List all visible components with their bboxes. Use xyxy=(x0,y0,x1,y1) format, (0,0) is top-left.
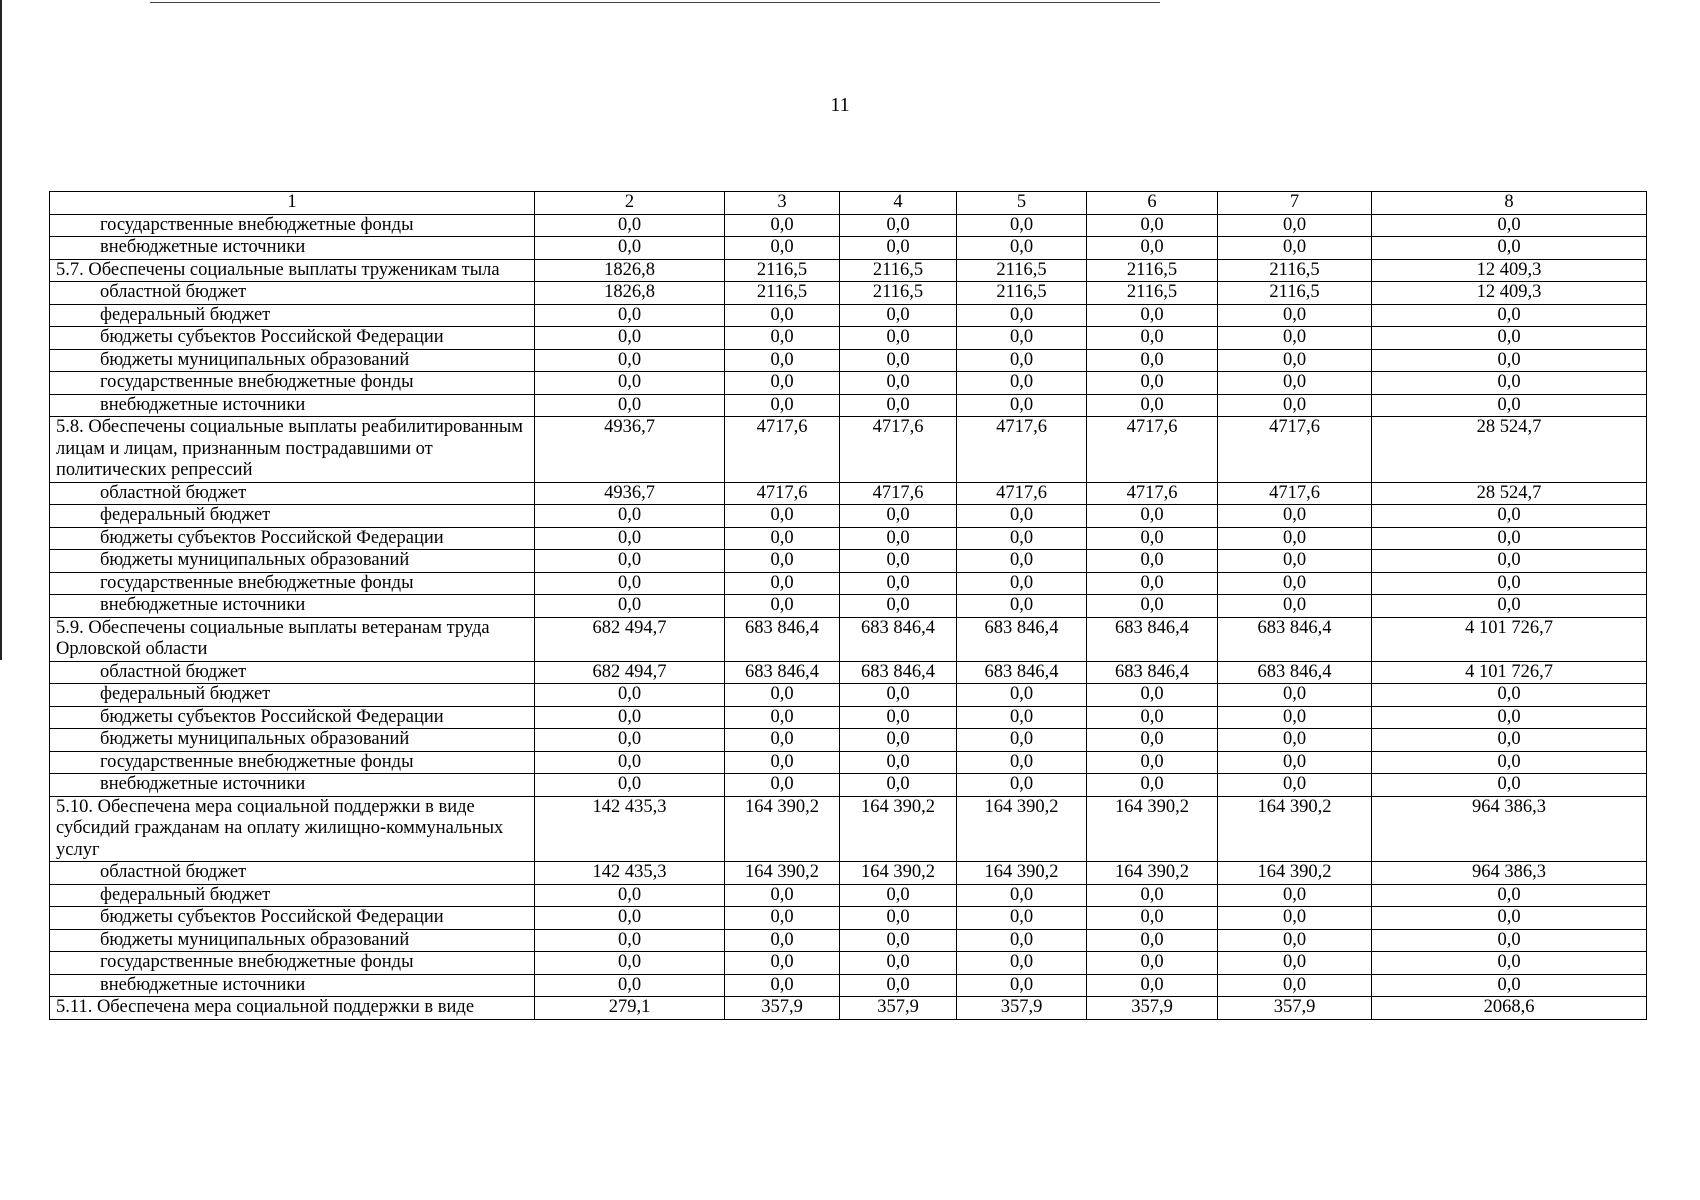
value-cell: 0,0 xyxy=(957,394,1087,417)
value-cell: 0,0 xyxy=(1218,974,1372,997)
table-row xyxy=(50,237,1647,260)
value-cell: 0,0 xyxy=(1372,706,1647,729)
value-cell: 0,0 xyxy=(1372,349,1647,372)
value-cell: 0,0 xyxy=(840,304,957,327)
value-cell: 0,0 xyxy=(1087,214,1218,237)
table-row xyxy=(50,349,1647,372)
value-cell: 0,0 xyxy=(1087,505,1218,528)
row-label: бюджеты субъектов Российской Федерации xyxy=(50,907,535,930)
value-cell: 0,0 xyxy=(535,372,725,395)
row-label: 5.8. Обеспечены социальные выплаты реабилитированным лицам и лицам, признанным пострадавшими от политических репрессий xyxy=(50,417,535,483)
value-cell: 964 386,3 xyxy=(1372,862,1647,885)
value-cell: 164 390,2 xyxy=(725,796,840,862)
value-cell: 0,0 xyxy=(725,729,840,752)
value-cell: 0,0 xyxy=(957,907,1087,930)
value-cell: 0,0 xyxy=(840,751,957,774)
table-row xyxy=(50,661,1647,684)
column-header: 3 xyxy=(725,192,840,215)
value-cell: 1826,8 xyxy=(535,259,725,282)
value-cell: 0,0 xyxy=(840,929,957,952)
value-cell: 0,0 xyxy=(957,706,1087,729)
row-label: внебюджетные источники xyxy=(50,974,535,997)
value-cell: 164 390,2 xyxy=(840,862,957,885)
table-body xyxy=(50,192,1647,1020)
value-cell: 0,0 xyxy=(535,751,725,774)
value-cell: 0,0 xyxy=(725,550,840,573)
value-cell: 164 390,2 xyxy=(1087,862,1218,885)
value-cell: 4717,6 xyxy=(1087,417,1218,483)
value-cell: 357,9 xyxy=(840,997,957,1020)
value-cell: 0,0 xyxy=(535,527,725,550)
value-cell: 0,0 xyxy=(840,952,957,975)
value-cell: 0,0 xyxy=(1218,304,1372,327)
value-cell: 142 435,3 xyxy=(535,796,725,862)
value-cell: 0,0 xyxy=(957,751,1087,774)
value-cell: 0,0 xyxy=(1372,214,1647,237)
value-cell: 1826,8 xyxy=(535,282,725,305)
value-cell: 0,0 xyxy=(1372,907,1647,930)
value-cell: 357,9 xyxy=(1218,997,1372,1020)
column-header: 4 xyxy=(840,192,957,215)
value-cell: 0,0 xyxy=(1372,572,1647,595)
value-cell: 0,0 xyxy=(1218,751,1372,774)
table-row xyxy=(50,729,1647,752)
value-cell: 0,0 xyxy=(725,907,840,930)
table-row xyxy=(50,505,1647,528)
table-row xyxy=(50,952,1647,975)
value-cell: 682 494,7 xyxy=(535,661,725,684)
row-label: бюджеты муниципальных образований xyxy=(50,729,535,752)
value-cell: 964 386,3 xyxy=(1372,796,1647,862)
value-cell: 0,0 xyxy=(1372,394,1647,417)
value-cell: 0,0 xyxy=(840,349,957,372)
row-label: бюджеты муниципальных образований xyxy=(50,550,535,573)
table-row xyxy=(50,862,1647,885)
value-cell: 0,0 xyxy=(535,974,725,997)
value-cell: 0,0 xyxy=(1087,907,1218,930)
value-cell: 0,0 xyxy=(840,327,957,350)
value-cell: 0,0 xyxy=(840,774,957,797)
value-cell: 0,0 xyxy=(840,706,957,729)
value-cell: 0,0 xyxy=(1218,684,1372,707)
value-cell: 0,0 xyxy=(1372,237,1647,260)
value-cell: 0,0 xyxy=(840,505,957,528)
value-cell: 0,0 xyxy=(1218,952,1372,975)
value-cell: 683 846,4 xyxy=(1218,617,1372,661)
row-label: бюджеты субъектов Российской Федерации xyxy=(50,327,535,350)
value-cell: 0,0 xyxy=(957,572,1087,595)
value-cell: 0,0 xyxy=(1087,774,1218,797)
value-cell: 4936,7 xyxy=(535,417,725,483)
value-cell: 0,0 xyxy=(1218,237,1372,260)
value-cell: 0,0 xyxy=(1372,751,1647,774)
value-cell: 0,0 xyxy=(535,572,725,595)
value-cell: 0,0 xyxy=(725,572,840,595)
value-cell: 683 846,4 xyxy=(957,617,1087,661)
value-cell: 0,0 xyxy=(535,394,725,417)
value-cell: 0,0 xyxy=(1087,706,1218,729)
value-cell: 2116,5 xyxy=(840,259,957,282)
value-cell: 0,0 xyxy=(725,304,840,327)
value-cell: 0,0 xyxy=(1218,884,1372,907)
value-cell: 0,0 xyxy=(840,237,957,260)
value-cell: 0,0 xyxy=(957,327,1087,350)
value-cell: 0,0 xyxy=(1372,372,1647,395)
column-header: 1 xyxy=(50,192,535,215)
table-row-section xyxy=(50,259,1647,282)
value-cell: 0,0 xyxy=(1218,729,1372,752)
row-label: федеральный бюджет xyxy=(50,684,535,707)
value-cell: 0,0 xyxy=(1087,237,1218,260)
value-cell: 0,0 xyxy=(535,684,725,707)
value-cell: 28 524,7 xyxy=(1372,482,1647,505)
row-label: 5.10. Обеспечена мера социальной поддержки в виде субсидий гражданам на оплату жилищно-коммунальных услуг xyxy=(50,796,535,862)
table-row xyxy=(50,774,1647,797)
table-row xyxy=(50,372,1647,395)
value-cell: 164 390,2 xyxy=(957,796,1087,862)
value-cell: 0,0 xyxy=(1372,595,1647,618)
value-cell: 4717,6 xyxy=(725,482,840,505)
value-cell: 164 390,2 xyxy=(725,862,840,885)
value-cell: 0,0 xyxy=(840,550,957,573)
value-cell: 0,0 xyxy=(957,237,1087,260)
value-cell: 0,0 xyxy=(957,505,1087,528)
value-cell: 0,0 xyxy=(957,304,1087,327)
value-cell: 0,0 xyxy=(1218,706,1372,729)
value-cell: 0,0 xyxy=(1218,550,1372,573)
value-cell: 0,0 xyxy=(725,394,840,417)
value-cell: 0,0 xyxy=(535,952,725,975)
value-cell: 12 409,3 xyxy=(1372,259,1647,282)
value-cell: 0,0 xyxy=(840,907,957,930)
value-cell: 0,0 xyxy=(535,729,725,752)
value-cell: 0,0 xyxy=(1218,505,1372,528)
value-cell: 683 846,4 xyxy=(725,617,840,661)
column-header: 8 xyxy=(1372,192,1647,215)
value-cell: 0,0 xyxy=(725,237,840,260)
table-row xyxy=(50,751,1647,774)
value-cell: 0,0 xyxy=(1218,907,1372,930)
value-cell: 0,0 xyxy=(1372,505,1647,528)
column-header: 2 xyxy=(535,192,725,215)
value-cell: 2116,5 xyxy=(957,282,1087,305)
value-cell: 0,0 xyxy=(1087,884,1218,907)
value-cell: 0,0 xyxy=(1218,214,1372,237)
row-label: государственные внебюджетные фонды xyxy=(50,572,535,595)
value-cell: 0,0 xyxy=(957,952,1087,975)
value-cell: 0,0 xyxy=(1218,929,1372,952)
value-cell: 0,0 xyxy=(1087,974,1218,997)
table-row xyxy=(50,482,1647,505)
value-cell: 0,0 xyxy=(535,706,725,729)
row-label: внебюджетные источники xyxy=(50,774,535,797)
row-label: областной бюджет xyxy=(50,661,535,684)
top-edge-line xyxy=(150,2,1160,3)
value-cell: 0,0 xyxy=(535,929,725,952)
value-cell: 0,0 xyxy=(957,595,1087,618)
value-cell: 0,0 xyxy=(957,884,1087,907)
value-cell: 0,0 xyxy=(957,550,1087,573)
value-cell: 0,0 xyxy=(1087,527,1218,550)
row-label: бюджеты муниципальных образований xyxy=(50,929,535,952)
value-cell: 683 846,4 xyxy=(1087,617,1218,661)
table-row-section xyxy=(50,617,1647,661)
value-cell: 0,0 xyxy=(725,505,840,528)
value-cell: 683 846,4 xyxy=(840,617,957,661)
value-cell: 0,0 xyxy=(957,929,1087,952)
value-cell: 164 390,2 xyxy=(957,862,1087,885)
row-label: областной бюджет xyxy=(50,482,535,505)
value-cell: 4 101 726,7 xyxy=(1372,661,1647,684)
row-label: внебюджетные источники xyxy=(50,237,535,260)
value-cell: 683 846,4 xyxy=(1087,661,1218,684)
value-cell: 0,0 xyxy=(535,595,725,618)
value-cell: 0,0 xyxy=(535,237,725,260)
value-cell: 0,0 xyxy=(1372,327,1647,350)
value-cell: 0,0 xyxy=(1218,774,1372,797)
value-cell: 0,0 xyxy=(957,729,1087,752)
value-cell: 0,0 xyxy=(1087,372,1218,395)
value-cell: 683 846,4 xyxy=(1218,661,1372,684)
value-cell: 0,0 xyxy=(1372,884,1647,907)
value-cell: 4717,6 xyxy=(1087,482,1218,505)
column-header: 7 xyxy=(1218,192,1372,215)
value-cell: 0,0 xyxy=(725,349,840,372)
table-row xyxy=(50,282,1647,305)
table-row xyxy=(50,974,1647,997)
row-label: федеральный бюджет xyxy=(50,304,535,327)
table-row xyxy=(50,706,1647,729)
row-label: федеральный бюджет xyxy=(50,884,535,907)
value-cell: 28 524,7 xyxy=(1372,417,1647,483)
value-cell: 0,0 xyxy=(1087,595,1218,618)
value-cell: 0,0 xyxy=(1218,394,1372,417)
value-cell: 0,0 xyxy=(1218,572,1372,595)
budget-table xyxy=(49,191,1647,1020)
value-cell: 0,0 xyxy=(725,372,840,395)
value-cell: 0,0 xyxy=(840,214,957,237)
value-cell: 0,0 xyxy=(840,527,957,550)
table-row xyxy=(50,884,1647,907)
row-label: государственные внебюджетные фонды xyxy=(50,372,535,395)
value-cell: 0,0 xyxy=(535,550,725,573)
value-cell: 4717,6 xyxy=(1218,417,1372,483)
value-cell: 0,0 xyxy=(1218,349,1372,372)
value-cell: 0,0 xyxy=(725,595,840,618)
value-cell: 0,0 xyxy=(725,974,840,997)
row-label: внебюджетные источники xyxy=(50,394,535,417)
row-label: областной бюджет xyxy=(50,282,535,305)
value-cell: 0,0 xyxy=(725,751,840,774)
table-row xyxy=(50,907,1647,930)
row-label: федеральный бюджет xyxy=(50,505,535,528)
value-cell: 0,0 xyxy=(1372,774,1647,797)
value-cell: 0,0 xyxy=(1087,394,1218,417)
value-cell: 4 101 726,7 xyxy=(1372,617,1647,661)
value-cell: 0,0 xyxy=(535,304,725,327)
table-row-section xyxy=(50,417,1647,483)
value-cell: 2116,5 xyxy=(840,282,957,305)
value-cell: 0,0 xyxy=(1087,304,1218,327)
value-cell: 0,0 xyxy=(1087,572,1218,595)
row-label: государственные внебюджетные фонды xyxy=(50,214,535,237)
value-cell: 0,0 xyxy=(1087,550,1218,573)
value-cell: 0,0 xyxy=(957,214,1087,237)
row-label: внебюджетные источники xyxy=(50,595,535,618)
table-row xyxy=(50,214,1647,237)
value-cell: 2116,5 xyxy=(725,282,840,305)
value-cell: 0,0 xyxy=(840,729,957,752)
value-cell: 0,0 xyxy=(840,684,957,707)
value-cell: 0,0 xyxy=(1087,929,1218,952)
value-cell: 357,9 xyxy=(1087,997,1218,1020)
value-cell: 12 409,3 xyxy=(1372,282,1647,305)
value-cell: 4717,6 xyxy=(957,482,1087,505)
value-cell: 0,0 xyxy=(725,884,840,907)
value-cell: 142 435,3 xyxy=(535,862,725,885)
value-cell: 0,0 xyxy=(1372,550,1647,573)
value-cell: 0,0 xyxy=(725,527,840,550)
table-row xyxy=(50,929,1647,952)
value-cell: 2116,5 xyxy=(1218,282,1372,305)
value-cell: 683 846,4 xyxy=(725,661,840,684)
value-cell: 682 494,7 xyxy=(535,617,725,661)
value-cell: 0,0 xyxy=(725,952,840,975)
value-cell: 0,0 xyxy=(840,372,957,395)
value-cell: 0,0 xyxy=(1218,372,1372,395)
value-cell: 0,0 xyxy=(1372,952,1647,975)
value-cell: 0,0 xyxy=(535,884,725,907)
value-cell: 0,0 xyxy=(535,774,725,797)
table-row xyxy=(50,304,1647,327)
table-header-row xyxy=(50,192,1647,215)
value-cell: 0,0 xyxy=(1087,349,1218,372)
value-cell: 0,0 xyxy=(725,774,840,797)
value-cell: 0,0 xyxy=(1372,304,1647,327)
row-label: 5.7. Обеспечены социальные выплаты труженикам тыла xyxy=(50,259,535,282)
value-cell: 0,0 xyxy=(957,527,1087,550)
table-row-section xyxy=(50,997,1647,1020)
value-cell: 4717,6 xyxy=(957,417,1087,483)
value-cell: 0,0 xyxy=(957,684,1087,707)
value-cell: 0,0 xyxy=(725,327,840,350)
value-cell: 0,0 xyxy=(840,884,957,907)
value-cell: 0,0 xyxy=(535,214,725,237)
value-cell: 0,0 xyxy=(725,214,840,237)
value-cell: 279,1 xyxy=(535,997,725,1020)
value-cell: 0,0 xyxy=(957,349,1087,372)
value-cell: 2116,5 xyxy=(725,259,840,282)
value-cell: 164 390,2 xyxy=(1218,796,1372,862)
value-cell: 683 846,4 xyxy=(957,661,1087,684)
column-header: 6 xyxy=(1087,192,1218,215)
value-cell: 0,0 xyxy=(1218,527,1372,550)
value-cell: 2068,6 xyxy=(1372,997,1647,1020)
row-label: государственные внебюджетные фонды xyxy=(50,952,535,975)
table-row-section xyxy=(50,796,1647,862)
page-number: 11 xyxy=(830,94,850,116)
row-label: 5.9. Обеспечены социальные выплаты ветеранам труда Орловской области xyxy=(50,617,535,661)
value-cell: 0,0 xyxy=(1087,751,1218,774)
table-row xyxy=(50,572,1647,595)
table-row xyxy=(50,527,1647,550)
value-cell: 164 390,2 xyxy=(1087,796,1218,862)
value-cell: 0,0 xyxy=(725,706,840,729)
value-cell: 2116,5 xyxy=(1218,259,1372,282)
value-cell: 0,0 xyxy=(840,394,957,417)
row-label: бюджеты субъектов Российской Федерации xyxy=(50,706,535,729)
value-cell: 2116,5 xyxy=(957,259,1087,282)
value-cell: 0,0 xyxy=(535,349,725,372)
value-cell: 0,0 xyxy=(957,774,1087,797)
value-cell: 0,0 xyxy=(1218,595,1372,618)
value-cell: 0,0 xyxy=(1218,327,1372,350)
table-row xyxy=(50,394,1647,417)
value-cell: 164 390,2 xyxy=(1218,862,1372,885)
value-cell: 0,0 xyxy=(1087,952,1218,975)
value-cell: 0,0 xyxy=(1372,527,1647,550)
column-header: 5 xyxy=(957,192,1087,215)
value-cell: 4717,6 xyxy=(840,482,957,505)
value-cell: 0,0 xyxy=(1372,684,1647,707)
row-label: областной бюджет xyxy=(50,862,535,885)
value-cell: 4936,7 xyxy=(535,482,725,505)
value-cell: 0,0 xyxy=(1372,974,1647,997)
value-cell: 4717,6 xyxy=(1218,482,1372,505)
value-cell: 683 846,4 xyxy=(840,661,957,684)
row-label: 5.11. Обеспечена мера социальной поддержки в виде xyxy=(50,997,535,1020)
value-cell: 4717,6 xyxy=(840,417,957,483)
value-cell: 2116,5 xyxy=(1087,282,1218,305)
value-cell: 0,0 xyxy=(840,974,957,997)
value-cell: 0,0 xyxy=(1087,327,1218,350)
value-cell: 0,0 xyxy=(725,929,840,952)
row-label: государственные внебюджетные фонды xyxy=(50,751,535,774)
value-cell: 0,0 xyxy=(535,907,725,930)
value-cell: 0,0 xyxy=(957,974,1087,997)
value-cell: 0,0 xyxy=(725,684,840,707)
table-row xyxy=(50,595,1647,618)
value-cell: 0,0 xyxy=(840,572,957,595)
value-cell: 2116,5 xyxy=(1087,259,1218,282)
value-cell: 0,0 xyxy=(535,327,725,350)
table-row xyxy=(50,550,1647,573)
value-cell: 357,9 xyxy=(957,997,1087,1020)
table-row xyxy=(50,327,1647,350)
table-row xyxy=(50,684,1647,707)
value-cell: 0,0 xyxy=(535,505,725,528)
value-cell: 357,9 xyxy=(725,997,840,1020)
value-cell: 0,0 xyxy=(1087,729,1218,752)
row-label: бюджеты субъектов Российской Федерации xyxy=(50,527,535,550)
value-cell: 164 390,2 xyxy=(840,796,957,862)
row-label: бюджеты муниципальных образований xyxy=(50,349,535,372)
value-cell: 0,0 xyxy=(1372,729,1647,752)
value-cell: 4717,6 xyxy=(725,417,840,483)
value-cell: 0,0 xyxy=(840,595,957,618)
value-cell: 0,0 xyxy=(1372,929,1647,952)
value-cell: 0,0 xyxy=(1087,684,1218,707)
value-cell: 0,0 xyxy=(957,372,1087,395)
